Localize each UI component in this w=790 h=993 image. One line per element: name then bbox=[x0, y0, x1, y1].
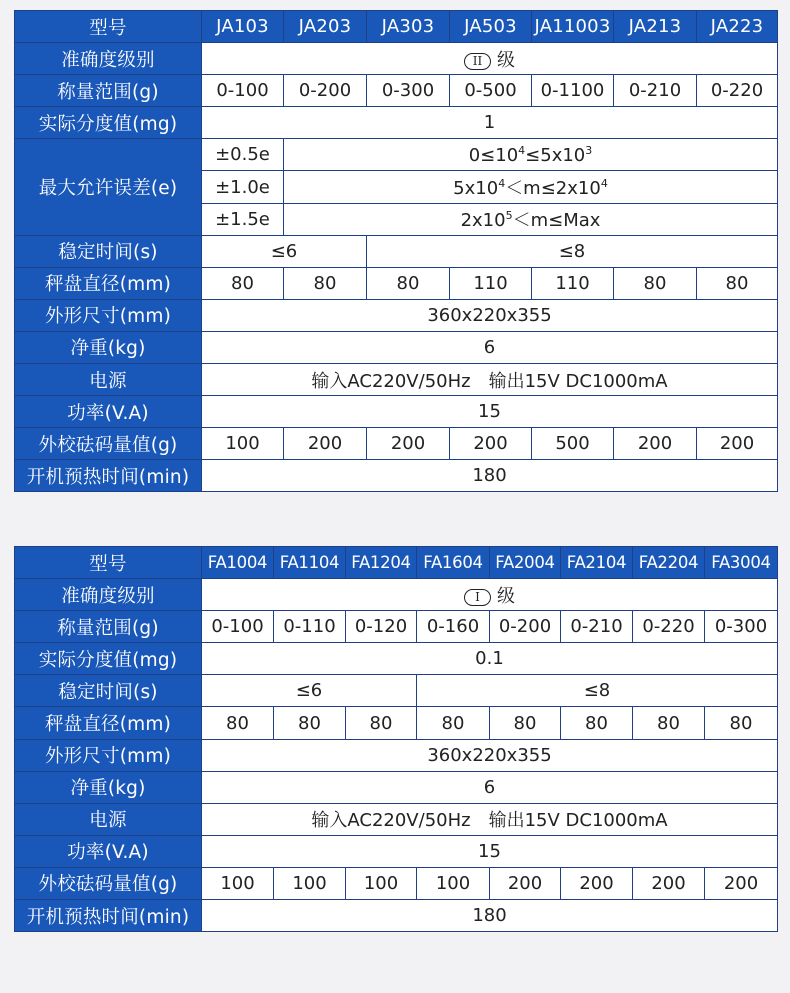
range-cell: 0-1100 bbox=[532, 75, 614, 107]
dimensions-row bbox=[15, 299, 778, 331]
cal-weight-cell: 200 bbox=[614, 428, 697, 460]
range-cell: 0-500 bbox=[450, 75, 532, 107]
model-cell: FA2104 bbox=[561, 547, 633, 579]
error-row bbox=[15, 139, 778, 171]
pan-row bbox=[15, 707, 778, 739]
error-exponent: 4 bbox=[498, 177, 506, 191]
accuracy-suffix: 级 bbox=[497, 49, 515, 71]
model-cell: JA103 bbox=[202, 11, 284, 43]
stability-label: 稳定时间(s) bbox=[15, 675, 202, 707]
weight-label: 净重(kg) bbox=[15, 771, 202, 803]
stability-value: ≤6 bbox=[202, 235, 367, 267]
error-condition-part: 2x10 bbox=[460, 210, 506, 232]
weight-label: 净重(kg) bbox=[15, 331, 202, 363]
range-cell: 0-100 bbox=[202, 75, 284, 107]
range-cell: 0-120 bbox=[346, 611, 417, 643]
power-row bbox=[15, 835, 778, 867]
cal-weight-cell: 100 bbox=[202, 867, 274, 899]
cal-weight-cell: 200 bbox=[705, 867, 778, 899]
spec-table-fa-series bbox=[14, 546, 778, 932]
accuracy-label: 准确度级别 bbox=[15, 579, 202, 611]
power-supply-value: 输入AC220V/50Hz 输出15V DC1000mA bbox=[202, 364, 778, 396]
cal-weight-cell: 200 bbox=[633, 867, 705, 899]
accuracy-class-icon: I bbox=[464, 589, 491, 606]
pan-cell: 80 bbox=[614, 267, 697, 299]
warmup-row bbox=[15, 460, 778, 492]
pan-cell: 80 bbox=[417, 707, 490, 739]
cal-weight-cell: 100 bbox=[274, 867, 346, 899]
cal-weight-cell: 200 bbox=[490, 867, 561, 899]
pan-cell: 80 bbox=[697, 267, 778, 299]
pan-label: 秤盘直径(mm) bbox=[15, 267, 202, 299]
model-row bbox=[15, 11, 778, 43]
range-cell: 0-200 bbox=[490, 611, 561, 643]
model-cell: JA303 bbox=[367, 11, 450, 43]
range-row bbox=[15, 611, 778, 643]
error-condition-part: ＜m≤Max bbox=[512, 210, 601, 232]
error-label: 最大允许误差(e) bbox=[15, 139, 202, 235]
stability-row bbox=[15, 675, 778, 707]
power-supply-label: 电源 bbox=[15, 803, 202, 835]
range-cell: 0-210 bbox=[561, 611, 633, 643]
pan-cell: 110 bbox=[450, 267, 532, 299]
pan-cell: 80 bbox=[367, 267, 450, 299]
model-cell: JA223 bbox=[697, 11, 778, 43]
cal-weight-label: 外校砝码量值(g) bbox=[15, 867, 202, 899]
error-condition bbox=[284, 139, 778, 171]
accuracy-value bbox=[202, 43, 778, 75]
range-cell: 0-100 bbox=[202, 611, 274, 643]
warmup-row bbox=[15, 900, 778, 932]
error-tolerance: ±1.0e bbox=[202, 171, 284, 203]
dimensions-label: 外形尺寸(mm) bbox=[15, 299, 202, 331]
range-cell: 0-160 bbox=[417, 611, 490, 643]
cal-weight-cell: 200 bbox=[367, 428, 450, 460]
stability-row bbox=[15, 235, 778, 267]
pan-cell: 80 bbox=[346, 707, 417, 739]
error-tolerance: ±0.5e bbox=[202, 139, 284, 171]
error-exponent: 3 bbox=[585, 143, 593, 157]
dimensions-label: 外形尺寸(mm) bbox=[15, 739, 202, 771]
model-cell: FA1004 bbox=[202, 547, 274, 579]
error-condition bbox=[284, 203, 778, 235]
error-condition-part: ＜m≤2x10 bbox=[505, 178, 601, 200]
stability-value: ≤8 bbox=[417, 675, 778, 707]
dimensions-row bbox=[15, 739, 778, 771]
warmup-label: 开机预热时间(min) bbox=[15, 900, 202, 932]
weight-row bbox=[15, 331, 778, 363]
pan-cell: 80 bbox=[202, 267, 284, 299]
cal-weight-cell: 200 bbox=[450, 428, 532, 460]
error-condition bbox=[284, 171, 778, 203]
weight-row bbox=[15, 771, 778, 803]
pan-cell: 80 bbox=[561, 707, 633, 739]
model-cell: FA3004 bbox=[705, 547, 778, 579]
accuracy-label: 准确度级别 bbox=[15, 43, 202, 75]
division-value: 1 bbox=[202, 107, 778, 139]
range-row bbox=[15, 75, 778, 107]
range-label: 称量范围(g) bbox=[15, 75, 202, 107]
pan-cell: 80 bbox=[633, 707, 705, 739]
accuracy-row bbox=[15, 43, 778, 75]
pan-cell: 80 bbox=[202, 707, 274, 739]
cal-weight-cell: 200 bbox=[284, 428, 367, 460]
range-label: 称量范围(g) bbox=[15, 611, 202, 643]
pan-cell: 110 bbox=[532, 267, 614, 299]
model-row bbox=[15, 547, 778, 579]
pan-cell: 80 bbox=[274, 707, 346, 739]
range-cell: 0-220 bbox=[633, 611, 705, 643]
dimensions-value: 360x220x355 bbox=[202, 739, 778, 771]
model-label: 型号 bbox=[15, 547, 202, 579]
pan-cell: 80 bbox=[284, 267, 367, 299]
model-cell: JA213 bbox=[614, 11, 697, 43]
range-cell: 0-300 bbox=[367, 75, 450, 107]
accuracy-suffix: 级 bbox=[497, 585, 515, 607]
cal-weight-cell: 500 bbox=[532, 428, 614, 460]
range-cell: 0-110 bbox=[274, 611, 346, 643]
range-cell: 0-220 bbox=[697, 75, 778, 107]
power-value: 15 bbox=[202, 396, 778, 428]
stability-value: ≤8 bbox=[367, 235, 778, 267]
error-condition-part: 5x10 bbox=[453, 178, 499, 200]
division-value: 0.1 bbox=[202, 643, 778, 675]
power-label: 功率(V.A) bbox=[15, 396, 202, 428]
power-supply-label: 电源 bbox=[15, 364, 202, 396]
cal-weight-cell: 100 bbox=[202, 428, 284, 460]
pan-label: 秤盘直径(mm) bbox=[15, 707, 202, 739]
pan-cell: 80 bbox=[490, 707, 561, 739]
weight-value: 6 bbox=[202, 331, 778, 363]
pan-row bbox=[15, 267, 778, 299]
accuracy-value bbox=[202, 579, 778, 611]
power-supply-value: 输入AC220V/50Hz 输出15V DC1000mA bbox=[202, 803, 778, 835]
power-value: 15 bbox=[202, 835, 778, 867]
model-cell: FA1204 bbox=[346, 547, 417, 579]
cal-weight-cell: 100 bbox=[346, 867, 417, 899]
cal-weight-cell: 200 bbox=[697, 428, 778, 460]
cal-weight-row bbox=[15, 428, 778, 460]
model-cell: JA203 bbox=[284, 11, 367, 43]
range-cell: 0-200 bbox=[284, 75, 367, 107]
warmup-label: 开机预热时间(min) bbox=[15, 460, 202, 492]
range-cell: 0-210 bbox=[614, 75, 697, 107]
accuracy-class-icon: II bbox=[464, 53, 491, 70]
division-row bbox=[15, 107, 778, 139]
model-cell: FA2204 bbox=[633, 547, 705, 579]
stability-label: 稳定时间(s) bbox=[15, 235, 202, 267]
model-cell: FA1104 bbox=[274, 547, 346, 579]
weight-value: 6 bbox=[202, 771, 778, 803]
model-cell: FA2004 bbox=[490, 547, 561, 579]
model-cell: FA1604 bbox=[417, 547, 490, 579]
range-cell: 0-300 bbox=[705, 611, 778, 643]
cal-weight-cell: 100 bbox=[417, 867, 490, 899]
error-condition-part: 0≤10 bbox=[468, 144, 519, 166]
stability-value: ≤6 bbox=[202, 675, 417, 707]
dimensions-value: 360x220x355 bbox=[202, 299, 778, 331]
power-label: 功率(V.A) bbox=[15, 835, 202, 867]
model-cell: JA503 bbox=[450, 11, 532, 43]
model-label: 型号 bbox=[15, 11, 202, 43]
error-tolerance: ±1.5e bbox=[202, 203, 284, 235]
cal-weight-row bbox=[15, 867, 778, 899]
error-exponent: 5 bbox=[505, 209, 513, 223]
power-row bbox=[15, 396, 778, 428]
warmup-value: 180 bbox=[202, 900, 778, 932]
cal-weight-cell: 200 bbox=[561, 867, 633, 899]
model-cell: JA11003 bbox=[532, 11, 614, 43]
cal-weight-label: 外校砝码量值(g) bbox=[15, 428, 202, 460]
pan-cell: 80 bbox=[705, 707, 778, 739]
division-label: 实际分度值(mg) bbox=[15, 643, 202, 675]
power-supply-row bbox=[15, 803, 778, 835]
error-exponent: 4 bbox=[600, 177, 608, 191]
warmup-value: 180 bbox=[202, 460, 778, 492]
division-row bbox=[15, 643, 778, 675]
division-label: 实际分度值(mg) bbox=[15, 107, 202, 139]
error-condition-part: ≤5x10 bbox=[525, 144, 586, 166]
accuracy-row bbox=[15, 579, 778, 611]
power-supply-row bbox=[15, 364, 778, 396]
spec-table-ja-series bbox=[14, 10, 778, 492]
error-exponent: 4 bbox=[518, 143, 526, 157]
